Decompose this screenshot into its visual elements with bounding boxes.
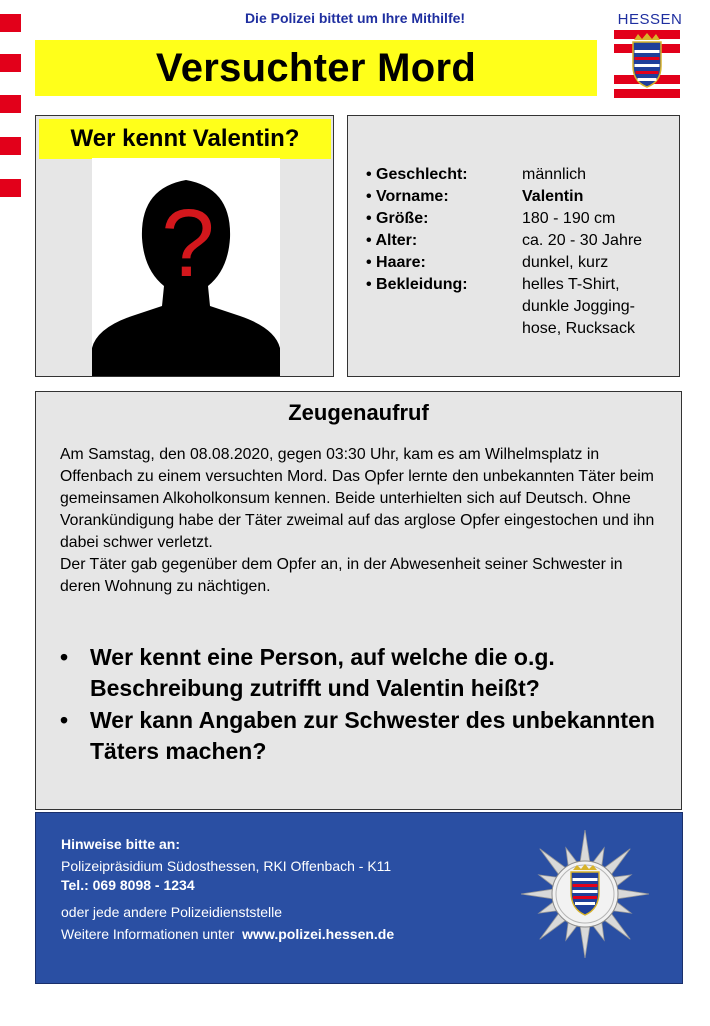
description-value: Valentin: [522, 188, 584, 205]
decorative-red-mark: [0, 137, 21, 155]
suspect-description-panel: [347, 115, 680, 377]
question-text: Wer kann Angaben zur Schwester des unbekannten Täters machen?: [90, 707, 655, 764]
witness-appeal-panel: [35, 391, 682, 810]
logo-label: HESSEN: [617, 11, 683, 28]
description-value: dunkel, kurz: [522, 254, 609, 271]
contact-phone: Tel.: 069 8098 - 1234: [61, 877, 195, 893]
decorative-red-mark: [0, 54, 21, 72]
contact-panel: [35, 812, 683, 984]
decorative-red-mark: [0, 95, 21, 113]
page-title: Versuchter Mord: [155, 45, 477, 90]
description-key: • Vorname:: [366, 188, 449, 205]
description-value: ca. 20 - 30 Jahre: [522, 232, 643, 249]
question-mark: ?: [161, 190, 215, 297]
description-key: • Geschlecht:: [366, 166, 468, 183]
bullet: •: [60, 707, 69, 733]
wanted-photo-panel: [35, 115, 334, 377]
unknown-person-silhouette-icon: [92, 158, 280, 376]
description-key: • Alter:: [366, 232, 418, 249]
website-link[interactable]: www.polizei.hessen.de: [242, 926, 395, 942]
subtitle: Die Polizei bittet um Ihre Mithilfe!: [244, 10, 466, 26]
description-key: • Bekleidung:: [366, 276, 468, 293]
description-key: • Größe:: [366, 210, 429, 227]
contact-heading: Hinweise bitte an:: [61, 836, 181, 852]
hessen-coat-of-arms-icon: [614, 30, 680, 98]
info-prefix: Weitere Informationen unter: [61, 926, 235, 942]
description-value: männlich: [522, 166, 587, 183]
decorative-red-mark: [0, 179, 21, 197]
contact-alternative: oder jede andere Polizeidienststelle: [61, 904, 283, 920]
appeal-text: [60, 444, 660, 598]
decorative-red-mark: [0, 14, 21, 32]
police-star-icon: [519, 828, 651, 960]
contact-office: Polizeipräsidium Südosthessen, RKI Offenbach - K11: [61, 858, 392, 874]
appeal-heading: Zeugenaufruf: [288, 400, 429, 425]
bullet: •: [60, 644, 69, 670]
appeal-paragraph: Am Samstag, den 08.08.2020, gegen 03:30 Uhr, kam es am Wilhelmsplatz in Offenbach zu einem versuchten Mord. Das Opfer lernte den unbekannten Täter beim gemeinsamen Alkoholkonsum kennen. Beide unterhielten sich auf Deutsch. Ohne Vorankündigung habe der Täter zweimal auf das arglose Opfer eingestochen und ihn dabei schwer verletzt.: [60, 446, 655, 551]
photo-heading: Wer kennt Valentin?: [39, 119, 331, 159]
appeal-question: [60, 705, 660, 767]
description-value: 180 - 190 cm: [522, 210, 616, 227]
description-key: • Haare:: [366, 254, 426, 271]
contact-info-line: [61, 926, 394, 942]
title-banner: [35, 40, 597, 96]
description-value: helles T-Shirt, dunkle Jogging-hose, Rucksack: [522, 276, 635, 337]
appeal-question: [60, 642, 660, 704]
question-text: Wer kennt eine Person, auf welche die o.g. Beschreibung zutrifft und Valentin heißt?: [90, 644, 555, 701]
appeal-paragraph: Der Täter gab gegenüber dem Opfer an, in der Abwesenheit seiner Schwester in deren Wohnung zu nächtigen.: [60, 556, 623, 595]
